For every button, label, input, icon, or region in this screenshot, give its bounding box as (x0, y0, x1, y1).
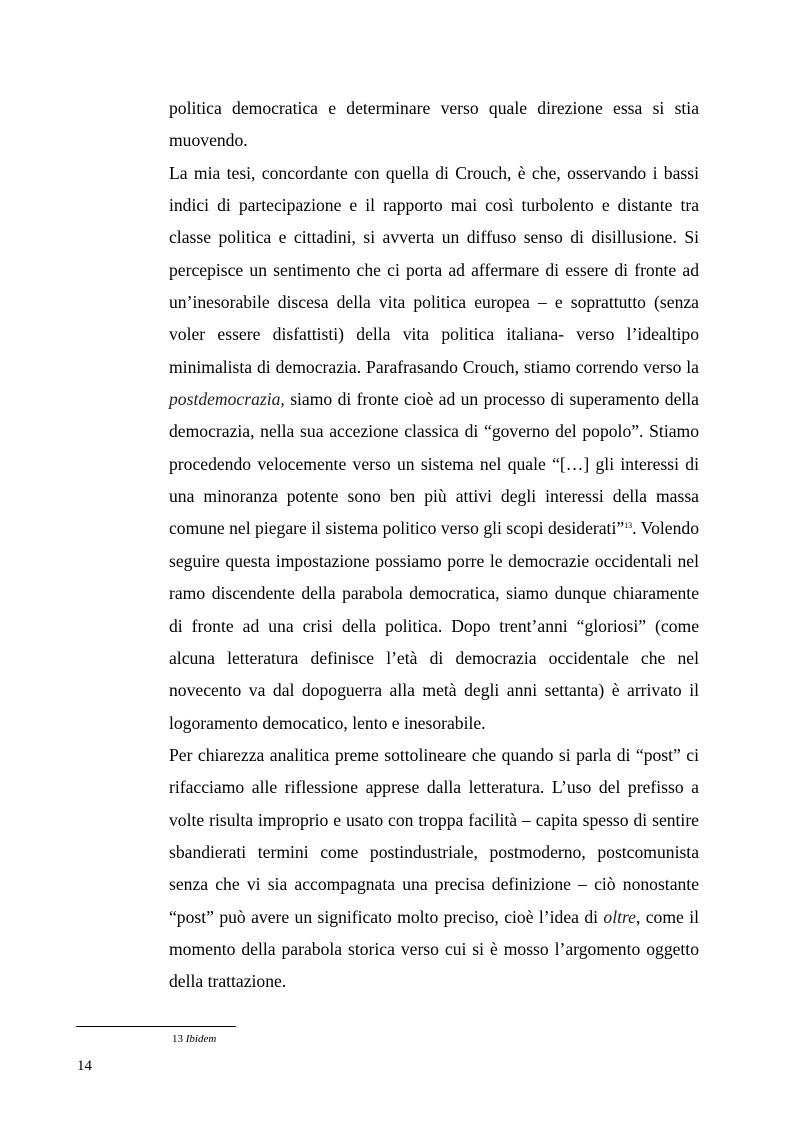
footnote-separator (76, 1026, 236, 1027)
paragraph-text: , come il momento della parabola storica verso cui si è mosso l’argomento oggetto della trattazione. (169, 906, 700, 992)
footnote-reference: Ibidem (185, 1033, 217, 1045)
footnote-number: 13 (172, 1033, 183, 1045)
paragraph-text: La mia tesi, concordante con quella di Crouch, è che, osservando i bassi indici di partecipazione e il rapporto mai così turbolento e distante tra classe politica e cittadini, si avverta un diffuso senso di disillusione. Si percepisce un sentimento che ci porta ad affermare di essere di fronte ad un’inesorabile discesa della vita politica europea – e soprattutto (senza voler essere disfattisti) della vita politica italiana- verso l’idealtipo minimalista di democrazia. Parafrasando Crouch, stiamo correndo verso la (169, 162, 699, 377)
emphasis-term: oltre (603, 906, 636, 927)
body-text (169, 92, 699, 998)
paragraph (169, 739, 699, 998)
footnote-marker: 13 (624, 521, 633, 531)
paragraph-text: . Volendo seguire questa impostazione possiamo porre le democrazie occidentali nel ramo discendente della parabola democratica, siamo dunque chiaramente di fronte ad una crisi della politica. Dopo trent’anni “gloriosi” (come alcuna letteratura definisce l’età di democrazia occidentale che nel novecento va dal dopoguerra alla metà degli anni settanta) è arrivato il logoramento democatico, lento e inesorabile. (169, 518, 699, 733)
emphasis-term: postdemocrazia, (169, 389, 285, 410)
paragraph-text: siamo di fronte cioè ad un processo di superamento della democrazia, nella sua accezione classica di “governo del popolo”. Stiamo procedendo velocemente verso un sistema nel quale “[…] gli interessi di una minoranza potente sono ben più attivi degli interessi della massa comune nel piegare il sistema politico verso gli scopi desiderati” (169, 389, 699, 539)
paragraph-text: Per chiarezza analitica preme sottolineare che quando si parla di “post” ci rifacciamo alle riflessione apprese dalla letteratura. L’uso del prefisso a volte risulta improprio e usato con troppa facilità – capita spesso di sentire sbandierati termini come postindustriale, postmoderno, postcomunista senza che vi sia accompagnata una precisa definizione – ciò nonostante “post” può avere un significato molto preciso, cioè l’idea di (169, 744, 699, 927)
page-number: 14 (77, 1058, 92, 1074)
paragraph (169, 92, 699, 157)
paragraph-text: politica democratica e determinare verso quale direzione essa si stia muovendo. (169, 98, 699, 151)
footnote (172, 1032, 216, 1046)
paragraph (169, 157, 699, 739)
